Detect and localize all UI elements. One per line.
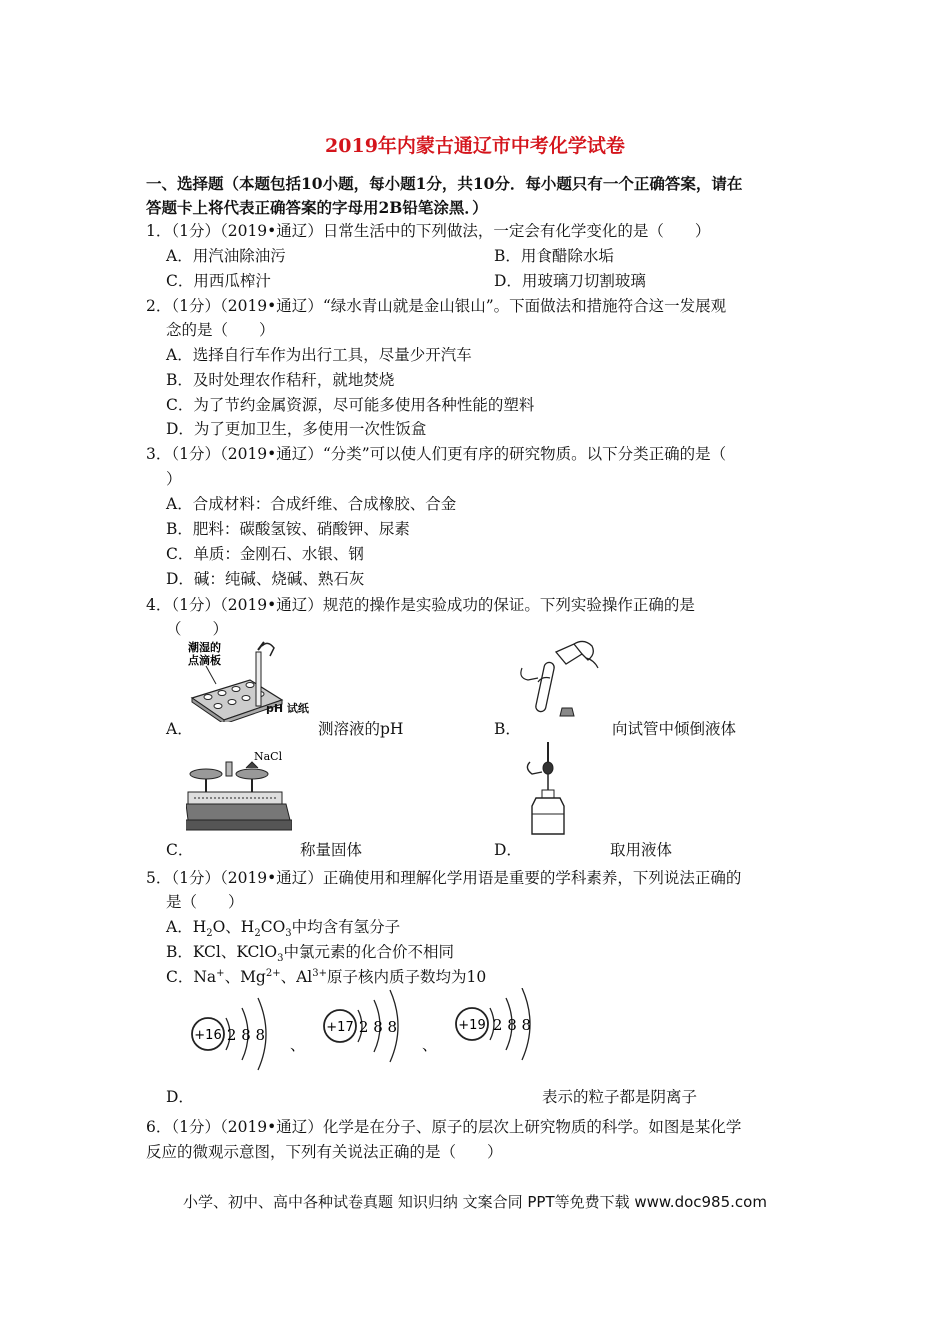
q1-option-c: C．用西瓜榨汁 xyxy=(166,272,271,290)
page-footer: 小学、初中、高中各种试卷真题 知识归纳 文案合同 PPT等免费下载 www.doc985.com xyxy=(183,1193,767,1211)
q5-option-d-letter: D． xyxy=(166,1088,194,1106)
q5-stem-line2: 是（ ） xyxy=(166,893,244,911)
q3-option-d: D．碱：纯碱、烧碱、熟石灰 xyxy=(166,570,365,588)
q3-option-c: C．单质：金刚石、水银、钢 xyxy=(166,545,364,563)
q4-option-b-caption: 向试管中倾倒液体 xyxy=(612,720,737,738)
balance-figure xyxy=(186,748,292,836)
dropper-bottle-figure xyxy=(520,740,576,836)
separator-1: 、 xyxy=(290,1036,306,1054)
q4-option-d-letter: D． xyxy=(494,841,522,859)
section-heading-line1: 一、选择题（本题包括10小题，每小题1分，共10分．每小题只有一个正确答案，请在 xyxy=(146,174,743,193)
q2-stem-line1: 2．（1分）（2019•通辽）“绿水青山就是金山银山”。下面做法和措施符合这一发展观 xyxy=(146,297,727,315)
q1-option-a: A．用汽油除油污 xyxy=(166,247,286,265)
q1-option-d: D．用玻璃刀切割玻璃 xyxy=(494,272,646,290)
q5-stem-line1: 5．（1分）（2019•通辽）正确使用和理解化学用语是重要的学科素养，下列说法正确的 xyxy=(146,869,742,887)
ion-diagram-2 xyxy=(324,990,398,1062)
q4-option-c-letter: C． xyxy=(166,841,194,859)
ion-diagram-1 xyxy=(192,998,266,1070)
q2-option-d: D．为了更加卫生，多使用一次性饭盒 xyxy=(166,420,427,438)
q5-option-a: A．$H_2O$、$H_2CO_3$中均含有氢分子 xyxy=(166,918,401,940)
q3-option-b: B．肥料：碳酸氢铵、硝酸钾、尿素 xyxy=(166,520,410,538)
ion-diagram-3 xyxy=(456,988,531,1060)
q6-stem-line1: 6．（1分）（2019•通辽）化学是在分子、原子的层次上研究物质的科学。如图是某化学 xyxy=(146,1118,742,1136)
q5-option-b: B．KCl、KClO$_3$中氯元素的化合价不相同 xyxy=(166,943,454,965)
q5-option-c: C．Na+、$Mg^{2+}$、$Al^{3+}$原子核内质子数均为10 xyxy=(166,967,487,986)
q3-option-a: A．合成材料：合成纤维、合成橡胶、合金 xyxy=(166,495,457,513)
pouring-liquid-figure xyxy=(516,638,616,724)
fig-a-label-3: pH 试纸 xyxy=(266,702,309,715)
fig-c-label: NaCl xyxy=(254,750,283,763)
q4-option-a-caption: 测溶液的pH xyxy=(318,720,404,738)
ion-1-shells: 2 8 8 xyxy=(226,1026,266,1044)
q2-stem-line2: 念的是（ ） xyxy=(166,321,275,339)
ion-structure-diagrams xyxy=(186,988,558,1088)
q5-option-d-caption: 表示的粒子都是阴离子 xyxy=(542,1088,698,1106)
q3-stem-line1: 3．（1分）（2019•通辽）“分类”可以使人们更有序的研究物质。以下分类正确的是（ xyxy=(146,445,727,463)
ion-2-nucleus: +17 xyxy=(326,1020,354,1035)
q4-stem-line2: （ ） xyxy=(166,620,229,638)
q4-option-b-letter: B． xyxy=(494,720,521,738)
fig-a-label-1: 潮湿的 xyxy=(188,641,221,654)
q4-stem-line1: 4．（1分）（2019•通辽）规范的操作是实验成功的保证。下列实验操作正确的是 xyxy=(146,596,695,614)
section-heading-line2: 答题卡上将代表正确答案的字母用2B铅笔涂黑．） xyxy=(146,198,488,217)
q2-option-a: A．选择自行车作为出行工具，尽量少开汽车 xyxy=(166,346,472,364)
q6-stem-line2: 反应的微观示意图，下列有关说法正确的是（ ） xyxy=(146,1143,503,1161)
q4-option-c-caption: 称量固体 xyxy=(300,841,363,859)
page-title: 2019年内蒙古通辽市中考化学试卷 xyxy=(325,135,625,157)
q4-option-a-letter: A． xyxy=(166,720,193,738)
ion-3-shells: 2 8 8 xyxy=(492,1016,532,1034)
q1-stem: 1．（1分）（2019•通辽）日常生活中的下列做法，一定会有化学变化的是（ ） xyxy=(146,222,711,240)
ion-3-nucleus: +19 xyxy=(458,1018,486,1033)
q2-option-c: C．为了节约金属资源，尽可能多使用各种性能的塑料 xyxy=(166,396,535,414)
q1-option-b: B．用食醋除水垢 xyxy=(494,247,614,265)
q3-stem-line2: ） xyxy=(166,470,182,488)
fig-a-label-2: 点滴板 xyxy=(188,654,221,667)
q2-option-b: B．及时处理农作秸秆，就地焚烧 xyxy=(166,371,395,389)
ion-1-nucleus: +16 xyxy=(194,1028,222,1043)
q4-option-d-caption: 取用液体 xyxy=(610,841,673,859)
separator-2: 、 xyxy=(422,1036,438,1054)
ion-2-shells: 2 8 8 xyxy=(358,1018,398,1036)
